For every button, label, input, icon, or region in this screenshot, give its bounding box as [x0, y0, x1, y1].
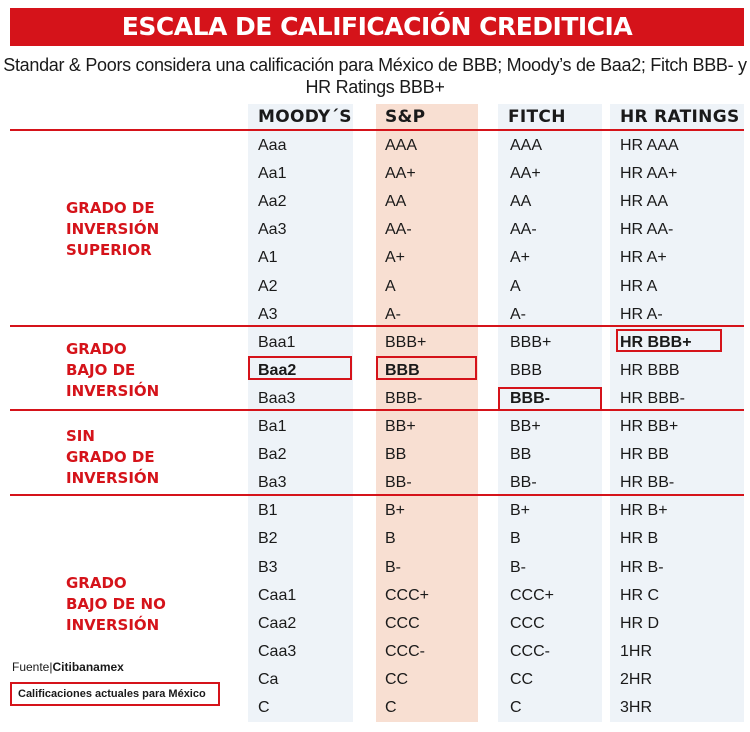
- moodys-rating-cell: Ca: [258, 671, 279, 688]
- hr-rating-cell: HR BBB-: [620, 390, 685, 407]
- legend-current-ratings: Calificaciones actuales para México: [10, 682, 220, 706]
- group-label-line: BAJO DE NO: [66, 595, 166, 613]
- source-name: Citibanamex: [52, 660, 124, 674]
- moodys-rating-cell: Caa2: [258, 615, 297, 632]
- sp-rating-cell: AA-: [385, 221, 412, 238]
- fitch-rating-cell: AAA: [510, 137, 543, 154]
- group-label-line: INVERSIÓN: [66, 382, 160, 400]
- group-label-line: GRADO DE: [66, 448, 155, 466]
- fitch-rating-cell: BBB-: [510, 390, 550, 407]
- fitch-rating-cell: AA-: [510, 221, 537, 238]
- fitch-rating-cell: CCC: [510, 615, 545, 632]
- moodys-rating-cell: Ba2: [258, 446, 287, 463]
- moodys-rating-cell: Baa1: [258, 334, 296, 351]
- group-label-line: GRADO DE: [66, 199, 155, 217]
- subtitle-line-1: Standar & Poors considera una calificación para México de BBB; Moody’s de Baa2; Fitch BBB- y: [3, 55, 747, 75]
- hr-rating-cell: HR A: [620, 278, 658, 295]
- moodys-rating-cell: A3: [258, 306, 278, 323]
- sp-rating-cell: B-: [385, 559, 401, 576]
- sp-rating-cell: BBB: [385, 362, 420, 379]
- hr-rating-cell: HR BBB: [620, 362, 680, 379]
- sp-rating-cell: BB+: [385, 418, 416, 435]
- group-label-line: GRADO: [66, 340, 127, 358]
- sp-rating-cell: AA: [385, 193, 407, 210]
- sp-rating-cell: BB-: [385, 474, 412, 491]
- fitch-header: FITCH: [508, 107, 566, 127]
- sp-rating-cell: A+: [385, 249, 406, 266]
- moodys-rating-cell: Aa2: [258, 193, 287, 210]
- fitch-rating-cell: C: [510, 699, 522, 716]
- subtitle-line-2: HR Ratings BBB+: [305, 77, 445, 97]
- fitch-rating-cell: BB-: [510, 474, 537, 491]
- moodys-rating-cell: A1: [258, 249, 278, 266]
- group-label-low-investment: [66, 339, 159, 402]
- hr-rating-cell: HR AA+: [620, 165, 678, 182]
- moodys-rating-cell: C: [258, 699, 270, 716]
- fitch-rating-cell: A-: [510, 306, 526, 323]
- moodys-rating-cell: Aa1: [258, 165, 287, 182]
- sp-rating-cell: BB: [385, 446, 407, 463]
- hr-rating-cell: HR BB+: [620, 418, 679, 435]
- current-rating-box-moodys: [248, 356, 352, 380]
- hr-rating-cell: 1HR: [620, 643, 653, 660]
- fitch-rating-cell: CCC-: [510, 643, 550, 660]
- moodys-rating-cell: B3: [258, 559, 278, 576]
- current-rating-box-hr: [616, 329, 722, 352]
- fitch-rating-cell: CCC+: [510, 587, 555, 604]
- divider-header: [10, 129, 744, 131]
- fitch-rating-cell: A: [510, 278, 521, 295]
- hr-rating-cell: HR D: [620, 615, 660, 632]
- sp-rating-cell: AAA: [385, 137, 418, 154]
- group-label-line: BAJO DE: [66, 361, 136, 379]
- hr-rating-cell: HR A-: [620, 306, 663, 323]
- sp-rating-cell: CCC-: [385, 643, 425, 660]
- fitch-rating-cell: BB+: [510, 418, 541, 435]
- moodys-rating-cell: Caa1: [258, 587, 297, 604]
- sp-rating-cell: A-: [385, 306, 401, 323]
- group-label-line: SUPERIOR: [66, 241, 152, 259]
- hr-rating-cell: HR AA-: [620, 221, 674, 238]
- group-label-line: INVERSIÓN: [66, 616, 160, 634]
- hr-rating-cell: HR BB-: [620, 474, 675, 491]
- source-note: [12, 660, 124, 674]
- fitch-rating-cell: AA: [510, 193, 532, 210]
- hr-rating-cell: HR C: [620, 587, 660, 604]
- moodys-rating-cell: Caa3: [258, 643, 297, 660]
- subtitle: [0, 54, 750, 98]
- fitch-rating-cell: B-: [510, 559, 526, 576]
- sp-rating-cell: A: [385, 278, 396, 295]
- hr-rating-cell: 3HR: [620, 699, 653, 716]
- fitch-rating-cell: A+: [510, 249, 531, 266]
- hr-rating-cell: HR A+: [620, 249, 667, 266]
- group-label-no-investment: [66, 426, 159, 489]
- moodys-rating-cell: Aaa: [258, 137, 287, 154]
- current-rating-box-fitch: [498, 387, 602, 411]
- fitch-rating-cell: AA+: [510, 165, 541, 182]
- hr-rating-cell: HR BB: [620, 446, 669, 463]
- group-label-line: INVERSIÓN: [66, 469, 160, 487]
- current-rating-box-sp: [376, 356, 477, 380]
- sp-rating-cell: AA+: [385, 165, 416, 182]
- moodys-rating-cell: Baa3: [258, 390, 296, 407]
- hr-rating-cell: 2HR: [620, 671, 653, 688]
- page-title: ESCALA DE CALIFICACIÓN CREDITICIA: [10, 8, 744, 46]
- moodys-rating-cell: Baa2: [258, 362, 297, 379]
- hr-rating-cell: HR B+: [620, 502, 668, 519]
- sp-rating-cell: B+: [385, 502, 406, 519]
- fitch-rating-cell: BB: [510, 446, 532, 463]
- group-label-line: INVERSIÓN: [66, 220, 160, 238]
- hr-rating-cell: HR AAA: [620, 137, 679, 154]
- sp-rating-cell: B: [385, 530, 396, 547]
- group-label-line: GRADO: [66, 574, 127, 592]
- moodys-header: MOODY´S: [258, 107, 352, 127]
- source-label: Fuente|: [12, 660, 53, 674]
- sp-rating-cell: CCC: [385, 615, 420, 632]
- moodys-rating-cell: B1: [258, 502, 278, 519]
- sp-rating-cell: CC: [385, 671, 409, 688]
- moodys-rating-cell: Ba3: [258, 474, 287, 491]
- group-label-line: SIN: [66, 427, 95, 445]
- fitch-rating-cell: BBB+: [510, 334, 552, 351]
- moodys-rating-cell: B2: [258, 530, 278, 547]
- fitch-rating-cell: CC: [510, 671, 534, 688]
- sp-header: S&P: [385, 107, 426, 127]
- moodys-rating-cell: Ba1: [258, 418, 287, 435]
- sp-rating-cell: CCC+: [385, 587, 430, 604]
- moodys-rating-cell: A2: [258, 278, 278, 295]
- fitch-rating-cell: B+: [510, 502, 531, 519]
- hr-header: HR RATINGS: [620, 107, 740, 127]
- fitch-rating-cell: B: [510, 530, 521, 547]
- group-label-low-no-investment: [66, 573, 166, 636]
- hr-rating-cell: HR AA: [620, 193, 669, 210]
- hr-rating-cell: HR B: [620, 530, 659, 547]
- hr-rating-cell: HR BBB+: [620, 334, 692, 351]
- fitch-rating-cell: BBB: [510, 362, 543, 379]
- sp-rating-cell: C: [385, 699, 397, 716]
- sp-rating-cell: BBB+: [385, 334, 427, 351]
- hr-rating-cell: HR B-: [620, 559, 664, 576]
- sp-rating-cell: BBB-: [385, 390, 423, 407]
- moodys-rating-cell: Aa3: [258, 221, 287, 238]
- group-label-investment-superior: [66, 198, 159, 261]
